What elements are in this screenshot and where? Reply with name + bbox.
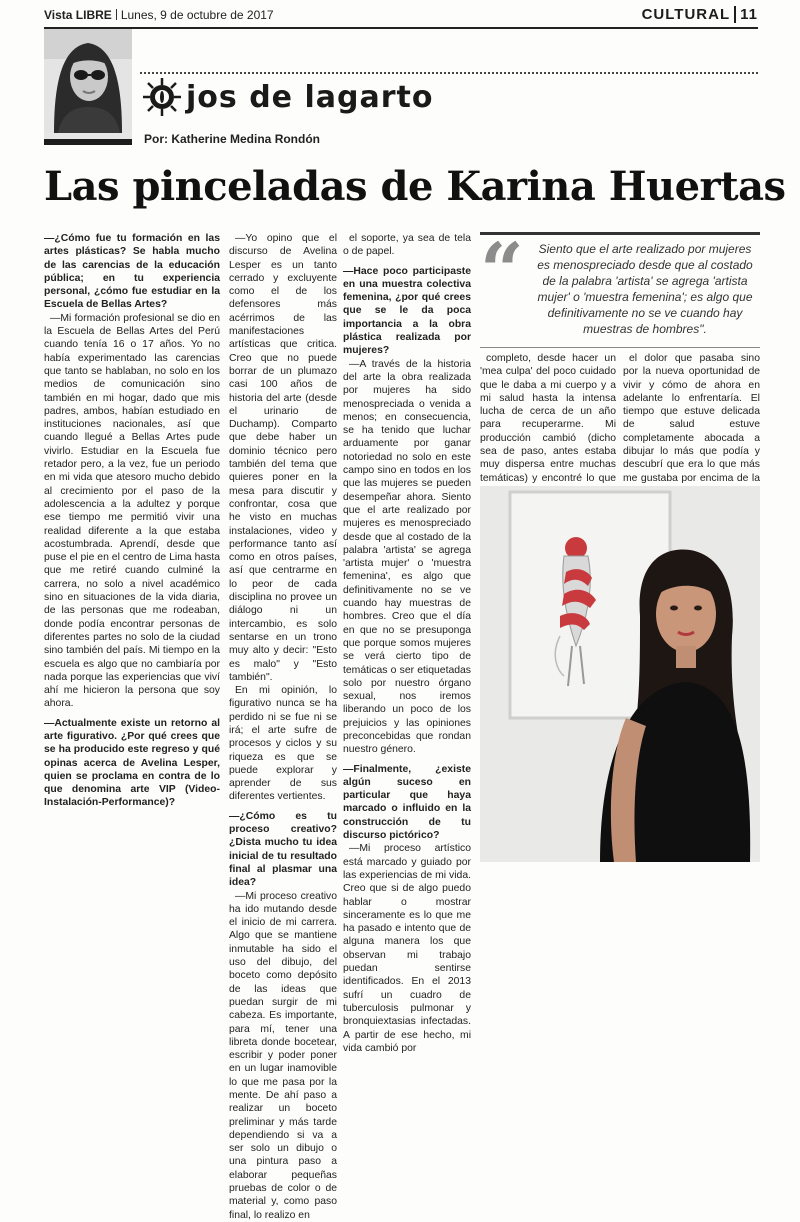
interview-question: —¿Cómo fue tu formación en las artes plásticas? Se habla mucho de las carencias de la educación pública; en tu experiencia personal, ¿cómo fue estudiar en la Escuela de Bellas Artes? bbox=[44, 233, 220, 311]
column-logo bbox=[142, 74, 433, 120]
interview-answer: el soporte, ya sea de tela o de papel. bbox=[343, 233, 471, 258]
interview-answer: el dolor que pasaba sino por la nueva oportunidad de vivir y cómo de ahora en adelante lo enfrentaría. El tiempo que estuve delicada de salud estuve completamente abocada a dibujar lo más que podía y descubrí que era lo que más me gustaba por encima de la bbox=[623, 353, 760, 484]
page-number: 11 bbox=[734, 6, 758, 23]
headline: Las pinceladas de Karina Huertas bbox=[44, 163, 786, 210]
interview-answer: completo, desde hacer un 'mea culpa' del poco cuidado que le daba a mi cuerpo y a mi salud hasta la intensa lucha de cerca de un año para recuperarme. Mi producción cambió (dicho sea de paso, antes estaba muy dispersa entre muchas temáticas) y encontré lo que bbox=[480, 353, 616, 484]
issue-date: Lunes, 9 de octubre de 2017 bbox=[120, 8, 274, 22]
quote-mark-icon: “ bbox=[480, 226, 524, 315]
interview-answer: —Mi proceso creativo ha ido mutando desde el inicio de mi carrera. Algo que se mantiene inmutable ha sido el uso del dibujo, del boceto como depósito de las ideas que puedan surgir de mi cabeza. Es importante, para mí, tener una libreta donde bocetear, escribir y poder poner en un lugar inamovible lo que me pasa por la mente. De ahí paso a realizar un boceto preliminar y más tarde dependiendo si va a ser solo un dibujo o una pintura paso a elaborar pequeñas pruebas de color o de material y, como paso final, lo realizo en bbox=[229, 890, 337, 1221]
body-column-2 bbox=[229, 232, 337, 1221]
body-column-1 bbox=[44, 232, 220, 872]
body-column-5 bbox=[623, 352, 760, 484]
lizard-eye-icon bbox=[142, 77, 182, 117]
pullquote bbox=[480, 226, 760, 348]
interview-answer: —Mi proceso artístico está marcado y guiado por las experiencias de mi vida. Creo que si de algo puedo hablar o mostrar sinceramente es lo que me ha pasado e intento que de alguna manera los que observan mi trabajo puedan sentirse identificados. En el 2013 sufrí un cuadro de tuberculosis pulmonar y bronquiextasias infectadas. A partir de ese hecho, mi vida cambió por bbox=[343, 843, 471, 1054]
interview-answer: —Yo opino que el discurso de Avelina Lesper es un tanto cerrado y excluyente como el de los defensores más acérrimos de las manifestaciones artísticas que critica. Creo que no puede borrar de un plumazo casi 100 años de historia del arte (desde el urinario de Duchamp). Comparto que debe haber un dominio técnico pero también del tema que quieres poner en la mesa para discutir y confrontar, cosa que he visto en muchas instalaciones, video y performance tanto así como en otros países, así que centrarme en lo peor de cada disciplina no provee un diálogo ni un intercambio, es solo sentarse en un trono muy alto y decir: "Esto es malo" y "Esto también". bbox=[229, 233, 337, 683]
newspaper-brand: Vista LIBRE bbox=[44, 8, 112, 22]
interview-answer: —A través de la historia del arte la obra realizada por mujeres ha sido menospreciada o venida a menos; en consecuencia, se ha tenido que luchar arduamente por ganar notoriedad no solo en este campo sino en todos en los que las mujeres se pueden desempeñar ahora. Siento que el arte realizado por mujeres es menospreciado desde que al costado de la palabra 'artista' se agrega 'artista mujer' o 'muestra femenina', es algo que definitivamente no se ve cuando hay muestras de hombres. Creo que el día en que no se presuponga que porque somos mujeres se verá cierto tipo de temáticas o ser etiquetadas solo por nuestro órgano sexual, nos iremos liberando un poco de los prejuicios y las opiniones preconcebidas que rondan nuestro género. bbox=[343, 358, 471, 756]
interview-answer: —Mi formación profesional se dio en la Escuela de Bellas Artes del Perú cuando tenía 16 o 17 años. Yo no había experimentado las carencias que tanto se hablaban, no solo en los medios de comunicación sino también en mi hogar, dado que mis padres, ambos, habían estudiado en instituciones nacionales, así que cuando llegué a Bellas Artes pude vivirlo. Estudiar en la Escuela fue retador pero, a la vez, fue un periodo en mi vida que atesoro mucho debido al crecimiento por el paso de la adolescencia a la adultez y porque ese tiempo me permitió vivir una realidad diferente a la que estaba acostumbrada. Aprendí, desde que puse el pie en el centro de Lima hasta que me retiré cuando culminé la carrera, no solo a nivel académico sino en situaciones de la vida diaria, de las personas que me rodeaban, donde podía encontrar personas de diferentes partes no solo de la ciudad sino también del país. Mi tiempo en la escuela es algo que no cambiaría por nada porque las experiencias que viví ahí me hicieron la persona que soy ahora. bbox=[44, 312, 220, 710]
artist-photo bbox=[480, 486, 760, 862]
pullquote-text: Siento que el arte realizado por mujeres es menospreciado desde que al costado de la palabra 'artista' se agrega 'artista mujer' o 'muestra femenina'; es algo que definitivamente no se ve cuando hay muestras de hombres". bbox=[537, 242, 753, 336]
column-logo-text: jos de lagarto bbox=[186, 79, 434, 115]
interview-question: —¿Cómo es tu proceso creativo? ¿Dista mucho tu idea inicial de tu resultado final al plasmar una idea? bbox=[229, 810, 337, 889]
interview-question: —Finalmente, ¿existe algún suceso en particular que haya marcado o influido en la construcción de tu discurso pictórico? bbox=[343, 763, 471, 842]
interview-question: —Actualmente existe un retorno al arte figurativo. ¿Por qué crees que se ha producido este regreso y qué opinas acerca de Avelina Lesper, quien se proclama en contra de lo que denomina arte VIP (Video-Instalación-Performance)? bbox=[44, 717, 220, 809]
body-column-4 bbox=[480, 352, 616, 484]
byline: Por: Katherine Medina Rondón bbox=[144, 132, 321, 146]
header-rule bbox=[44, 27, 758, 29]
section-label-group bbox=[642, 6, 758, 23]
interview-answer: En mi opinión, lo figurativo nunca se ha perdido ni se fue ni se irá; el arte sufre de procesos y ciclos y su riqueza es que se puede explorar y aprender de sus diferentes vertientes. bbox=[229, 685, 337, 803]
author-photo bbox=[44, 29, 132, 145]
interview-question: —Hace poco participaste en una muestra colectiva femenina, ¿por qué crees que se le da poca importancia a la obra plástica realizada por mujeres? bbox=[343, 265, 471, 357]
section-label: CULTURAL bbox=[641, 6, 731, 23]
newspaper-header bbox=[44, 8, 274, 22]
body-column-3 bbox=[343, 232, 471, 1054]
header-separator bbox=[116, 9, 117, 20]
